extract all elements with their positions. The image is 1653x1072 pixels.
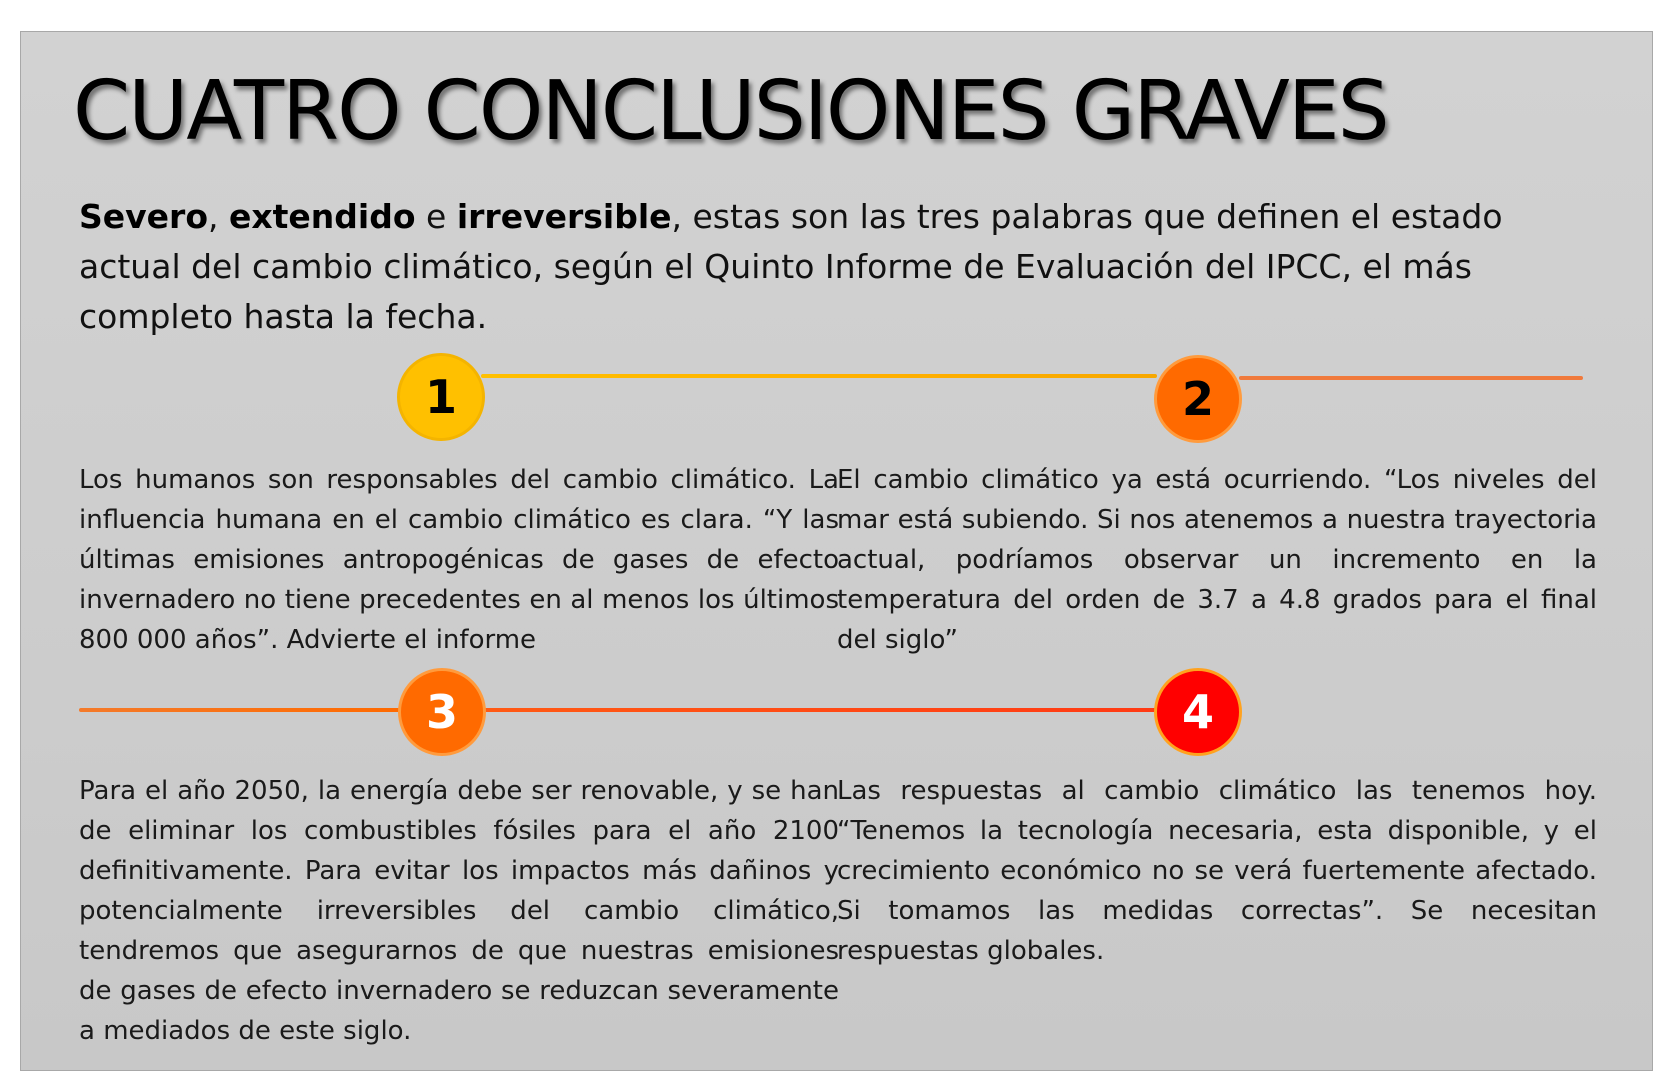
connector-line-3-4 xyxy=(481,708,1157,712)
intro-paragraph xyxy=(79,192,1509,342)
conclusion-4-number-badge: 4 xyxy=(1154,668,1242,756)
conclusion-2-number-badge: 2 xyxy=(1154,355,1242,443)
intro-separator: , xyxy=(208,197,229,236)
page-title: CUATRO CONCLUSIONES GRAVES xyxy=(73,64,1388,159)
connector-line-2-end xyxy=(1239,376,1583,380)
intro-keyword-irreversible: irreversible xyxy=(456,197,672,236)
conclusion-3-text: Para el año 2050, la energía debe ser renovable, y se han de eliminar los combustibles fósiles para el año 2100 definitivamente. Para evitar los impactos más dañinos y potencialmente irreversibles del cambio climático, tendremos que asegurarnos de que nuestras emisiones de gases de efecto invernadero se reduzcan severamente a mediados de este siglo. xyxy=(79,776,839,1046)
conclusion-2-text: El cambio climático ya está ocurriendo. “Los niveles del mar está subiendo. Si nos atenemos a nuestra trayectoria actual, podríamos observar un incremento en la temperatura del orden de 3.7 a 4.8 grados para el final del siglo” xyxy=(837,465,1597,655)
infographic-panel xyxy=(20,31,1653,1071)
intro-keyword-severo: Severo xyxy=(79,197,208,236)
connector-line-1-2 xyxy=(481,374,1157,378)
intro-keyword-extendido: extendido xyxy=(228,197,416,236)
conclusion-1-text: Los humanos son responsables del cambio climático. La influencia humana en el cambio climático es clara. “Y las últimas emisiones antropogénicas de gases de efecto invernadero no tiene precedentes en al menos los últimos 800 000 años”. Advierte el informe xyxy=(79,465,839,655)
intro-separator: e xyxy=(415,197,457,236)
intro-body: , estas son las tres palabras que definen el estado actual del cambio climático, según el Quinto Informe de Evaluación del IPCC, el más completo hasta la fecha. xyxy=(79,197,1503,336)
conclusion-4-text: Las respuestas al cambio climático las tenemos hoy. “Tenemos la tecnología necesaria, esta disponible, y el crecimiento económico no se verá fuertemente afectado. Si tomamos las medidas correctas”. Se necesitan respuestas globales. xyxy=(837,776,1597,966)
conclusion-1-number-badge: 1 xyxy=(397,353,485,441)
connector-line-start-3 xyxy=(79,708,401,712)
conclusion-3-number-badge: 3 xyxy=(398,668,486,756)
